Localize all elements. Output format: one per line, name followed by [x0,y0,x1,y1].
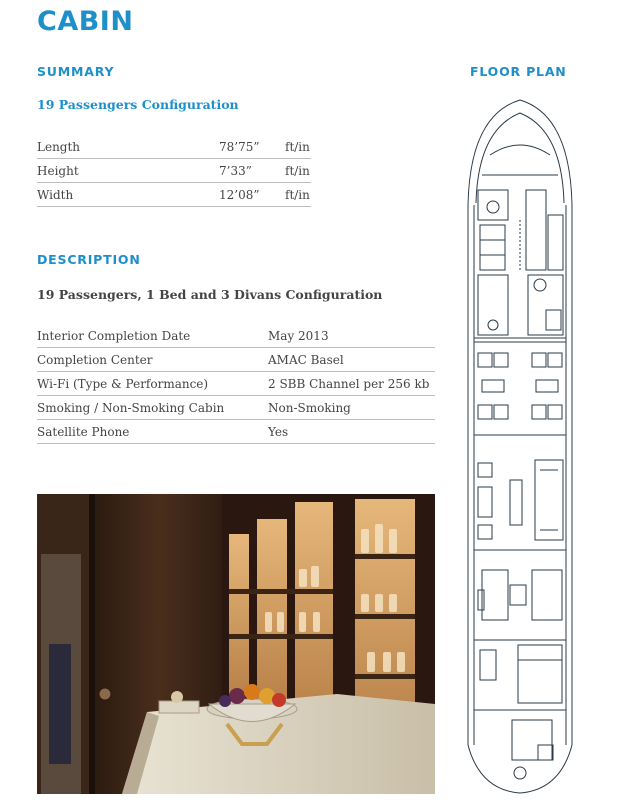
desc-label: Interior Completion Date [37,324,268,348]
desc-value: AMAC Basel [268,348,435,372]
cabin-interior-photo [37,494,435,794]
spec-value: 12’08” [219,183,285,207]
table-row [37,159,311,183]
desc-label: Satellite Phone [37,420,268,444]
desc-value: 2 SBB Channel per 256 kb [268,372,435,396]
spec-label: Height [37,159,219,183]
desc-value: Non-Smoking [268,396,435,420]
table-row [37,183,311,207]
description-heading: DESCRIPTION [37,252,141,267]
spec-unit: ft/in [285,183,311,207]
desc-value: Yes [268,420,435,444]
desc-label: Wi-Fi (Type & Performance) [37,372,268,396]
spec-label: Width [37,183,219,207]
table-row [37,348,435,372]
table-row [37,396,435,420]
summary-table [37,135,311,207]
description-config-title: 19 Passengers, 1 Bed and 3 Divans Configuration [37,287,383,302]
spec-unit: ft/in [285,135,311,159]
table-row [37,372,435,396]
desc-label: Completion Center [37,348,268,372]
summary-config-title: 19 Passengers Configuration [37,97,239,112]
spec-value: 78’75” [219,135,285,159]
desc-label: Smoking / Non-Smoking Cabin [37,396,268,420]
spec-value: 7’33” [219,159,285,183]
summary-heading: SUMMARY [37,64,115,79]
page-title: CABIN [37,6,134,37]
desc-value: May 2013 [268,324,435,348]
table-row [37,420,435,444]
floor-plan-heading: FLOOR PLAN [470,64,567,79]
spec-label: Length [37,135,219,159]
spec-unit: ft/in [285,159,311,183]
table-row [37,324,435,348]
table-row [37,135,311,159]
description-table [37,324,435,444]
floor-plan-diagram [460,95,580,795]
